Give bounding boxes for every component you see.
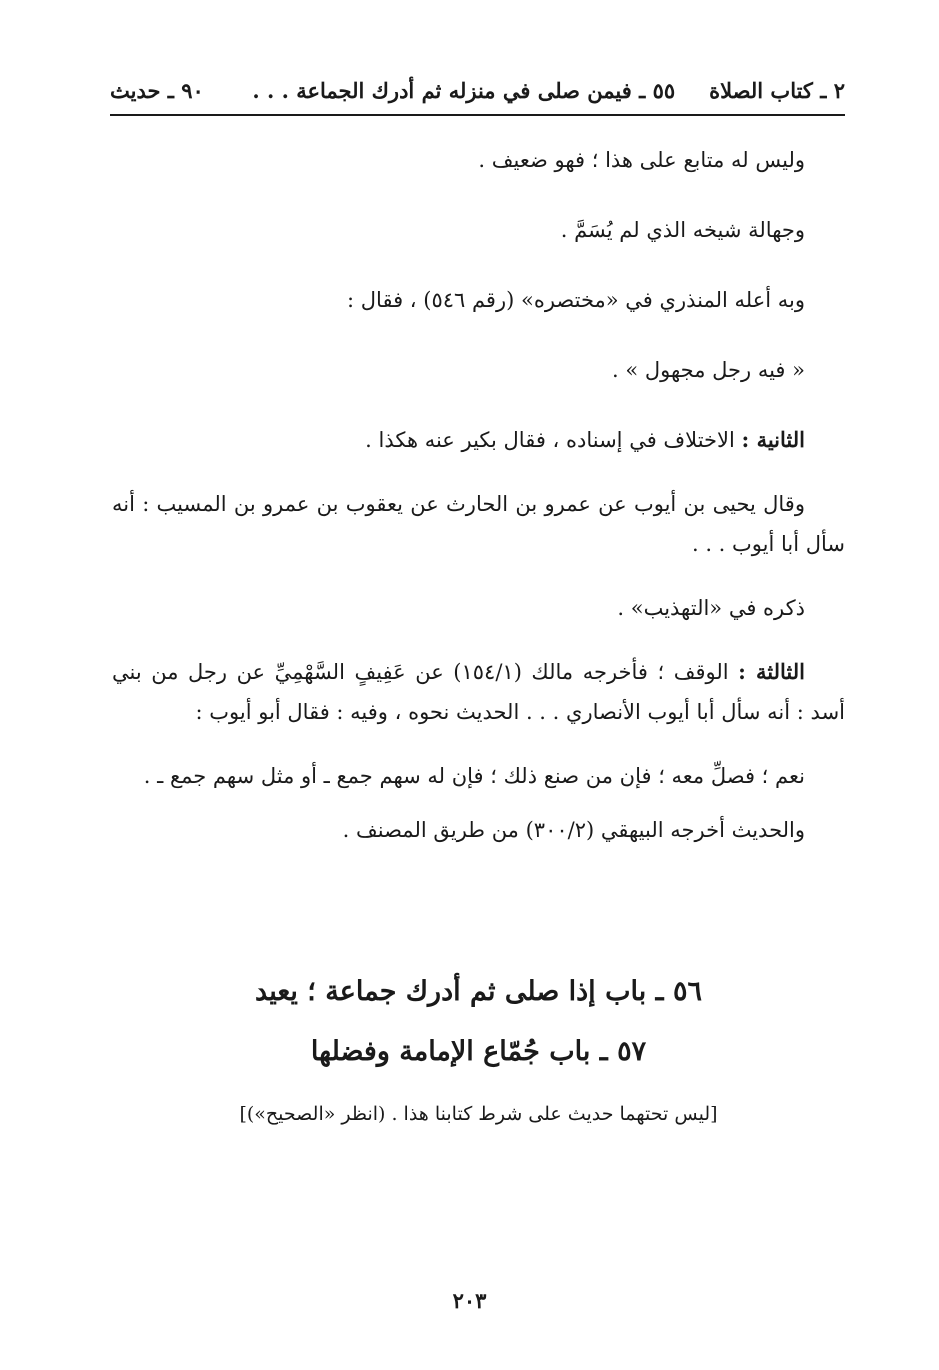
page-number: ٢٠٣: [452, 1288, 487, 1313]
chapter-heading: ٥٧ ـ باب جُمّاع الإمامة وفضلها: [310, 1036, 647, 1067]
paragraph: [112, 810, 845, 850]
header-hadith-number: ٩٠ ـ حديث: [110, 78, 204, 103]
paragraph: [112, 652, 845, 732]
header-book-title: ٢ ـ كتاب الصلاة: [709, 78, 845, 103]
paragraph-text: وقال يحيى بن أيوب عن عمرو بن الحارث عن يعقوب بن عمرو بن المسيب : أنه سأل أبا أيوب . . .: [112, 492, 845, 556]
paragraph-text: الوقف ؛ فأخرجه مالك (١٥٤/١) عن عَفِيفٍ السَّهْمِيِّ عن رجل من بني أسد : أنه سأل أبا أيوب الأنصاري . . . الحديث نحوه ، وفيه : فقال أبو أيوب :: [112, 660, 845, 724]
paragraph-text: وجهالة شيخه الذي لم يُسَمَّ .: [560, 218, 805, 242]
editor-note: [ليس تحتهما حديث على شرط كتابنا هذا . (انظر «الصحيح»)]: [239, 1103, 718, 1125]
header-right: [252, 78, 845, 103]
paragraph-text: وليس له متابع على هذا ؛ فهو ضعيف .: [478, 148, 805, 172]
chapter-heading: ٥٦ ـ باب إذا صلى ثم أدرك جماعة ؛ يعيد: [255, 976, 702, 1007]
paragraph: [112, 756, 845, 796]
paragraph: [112, 210, 845, 250]
header-divider: [110, 114, 845, 116]
paragraph-lead: الثالثة :: [738, 659, 806, 684]
main-text: [112, 140, 845, 850]
header-chapter-title: ٥٥ ـ فيمن صلى في منزله ثم أدرك الجماعة . . .: [252, 78, 676, 103]
paragraph-lead: الثانية :: [741, 427, 805, 452]
paragraph-text: الاختلاف في إسناده ، فقال بكير عنه هكذا .: [365, 428, 742, 452]
paragraph-text: وبه أعله المنذري في «مختصره» (رقم ٥٤٦) ، فقال :: [347, 288, 805, 312]
running-header: [110, 78, 845, 112]
paragraph: [112, 484, 845, 564]
paragraph-text: نعم ؛ فصلِّ معه ؛ فإن من صنع ذلك ؛ فإن له سهم جمع ـ أو مثل سهم جمع ـ .: [143, 764, 805, 788]
paragraph: [112, 420, 845, 460]
paragraph-text: ذكره في «التهذيب» .: [617, 596, 805, 620]
paragraph-text: والحديث أخرجه البيهقي (٣٠٠/٢) من طريق المصنف .: [342, 818, 805, 842]
paragraph-text: « فيه رجل مجهول » .: [612, 358, 805, 382]
paragraph: [112, 280, 845, 320]
paragraph: [112, 350, 845, 390]
chapter-headings: [112, 962, 845, 1132]
paragraph: [112, 140, 845, 180]
paragraph: [112, 588, 845, 628]
